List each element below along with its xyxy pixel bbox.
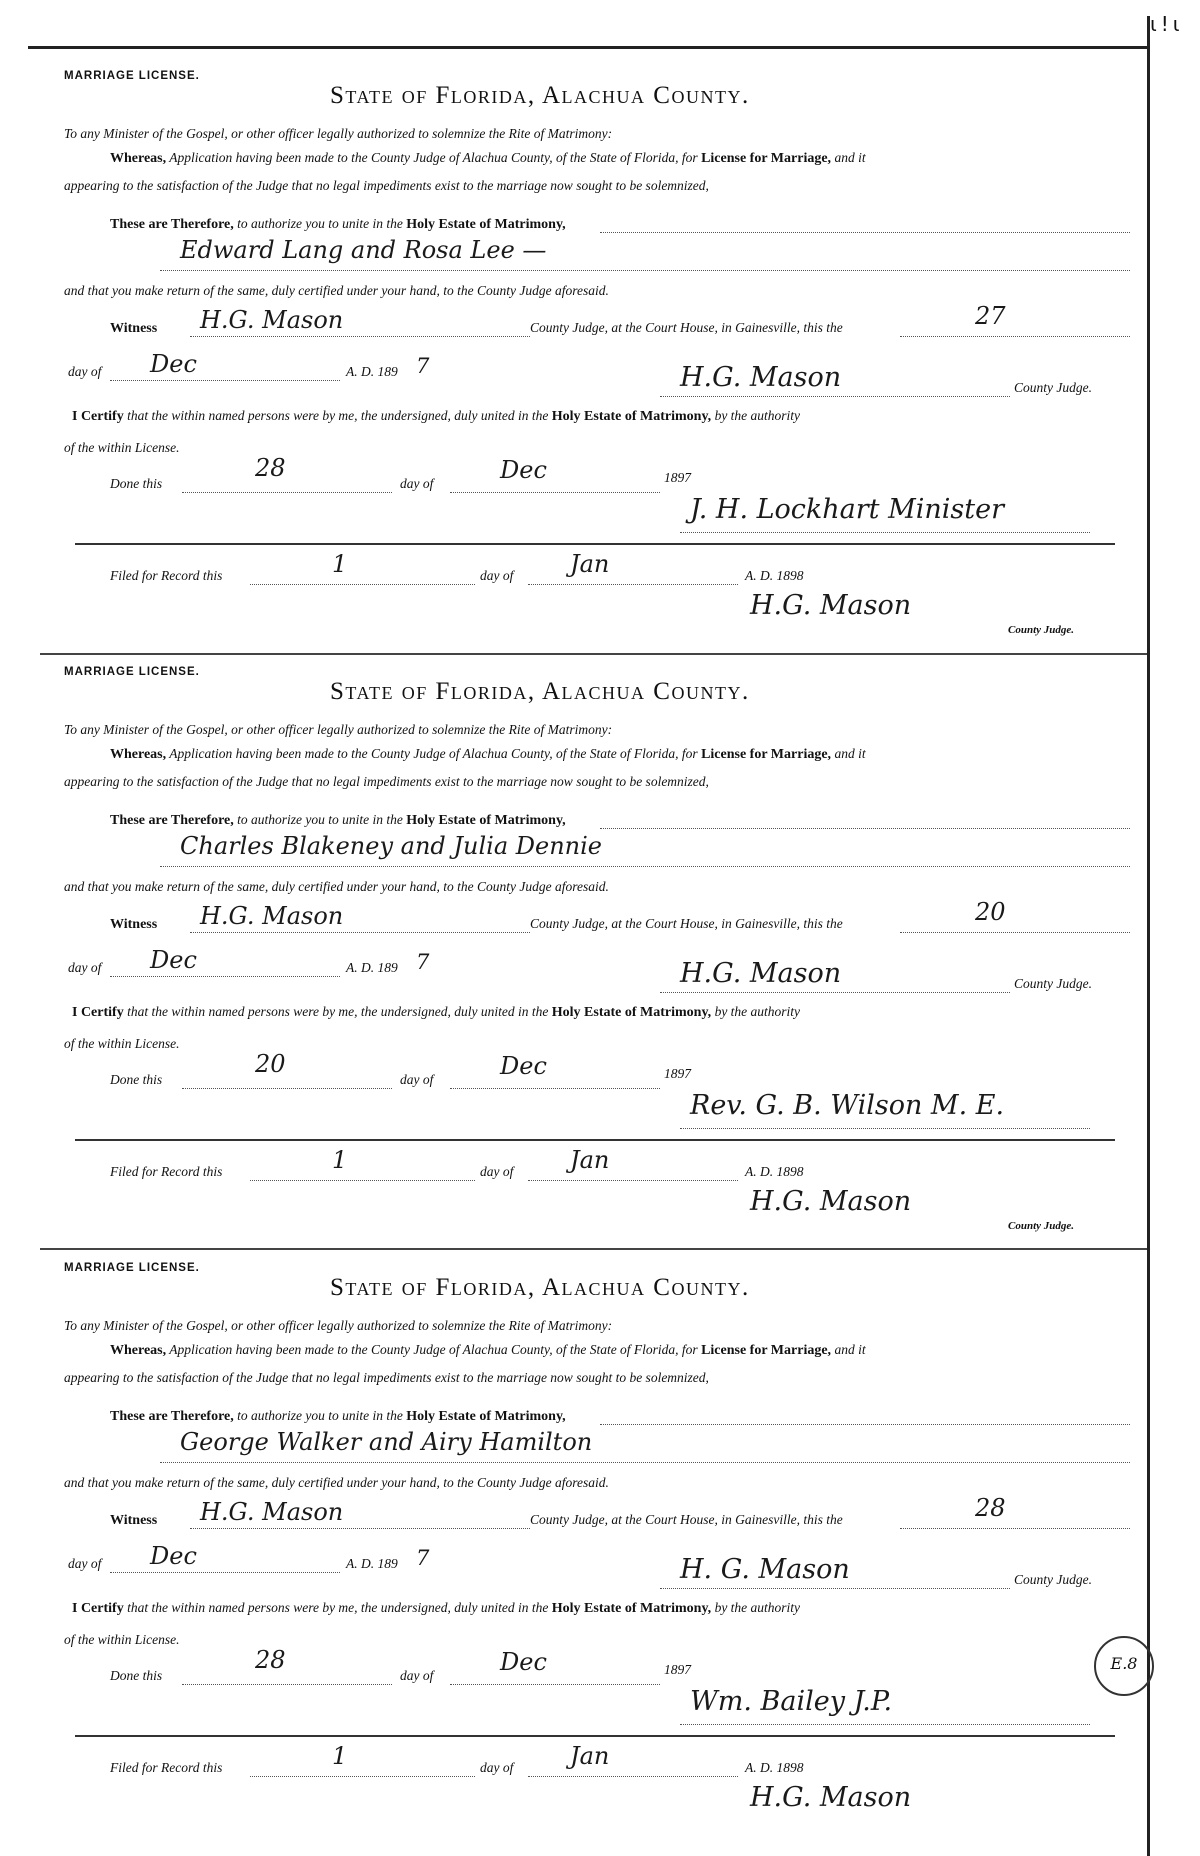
officiant-signature: J. H. Lockhart Minister (690, 494, 1004, 525)
dotted-line (450, 1088, 660, 1089)
dotted-line (182, 1088, 392, 1089)
license-phrase: License for Marriage, (701, 1343, 832, 1358)
done-year: 1897 (664, 470, 691, 485)
certify-word: I Certify (72, 409, 124, 424)
by-authority: by the authority (714, 408, 801, 423)
filed-day: 1 (332, 550, 348, 578)
filed-divider (75, 1139, 1115, 1141)
within-license: of the within License. (64, 1036, 180, 1051)
witness-word: Witness (110, 321, 158, 336)
issue-month: Dec (150, 946, 197, 974)
witness-word: Witness (110, 917, 158, 932)
done-this-label: Done this (110, 476, 163, 491)
dotted-line (110, 380, 340, 381)
license-heading: MARRIAGE LICENSE. (64, 70, 200, 82)
witness-word: Witness (110, 1513, 158, 1528)
day-of-label-3: day of (480, 568, 514, 583)
dotted-line (110, 1572, 340, 1573)
whereas-text: Application having been made to the County Judge of Alachua County, of the State of Florida, for (169, 150, 698, 165)
filed-signature: H.G. Mason (750, 1782, 912, 1813)
dotted-line (450, 492, 660, 493)
dotted-line (160, 270, 1130, 271)
county-judge-label: County Judge. (1014, 1572, 1092, 1587)
intro-text: To any Minister of the Gospel, or other officer legally authorized to solemnize the Rite of Matrimony: (64, 722, 613, 737)
day-of-label: day of (68, 1556, 102, 1571)
license-3 (0, 1192, 1200, 1813)
done-year: 1897 (664, 1066, 691, 1081)
authorize-text: to authorize you to unite in the (237, 1408, 403, 1423)
dotted-line (660, 992, 1010, 993)
filed-year: A. D. 1898 (745, 1760, 804, 1775)
whereas-text: Application having been made to the County Judge of Alachua County, of the State of Florida, for (169, 1342, 698, 1357)
dotted-line (250, 584, 475, 585)
whereas-word: Whereas, (110, 151, 167, 166)
filed-year: A. D. 1898 (745, 568, 804, 583)
holy-estate: Holy Estate of Matrimony, (406, 813, 566, 828)
issue-month: Dec (150, 1542, 197, 1570)
dotted-line (900, 932, 1130, 933)
return-text: and that you make return of the same, duly certified under your hand, to the County Judge aforesaid. (64, 283, 609, 298)
certify-text: that the within named persons were by me, the undersigned, duly united in the (127, 408, 549, 423)
county-judge-small: County Judge. (1008, 624, 1075, 636)
county-judge-small: County Judge. (1008, 1220, 1075, 1232)
witness-signature: H.G. Mason (200, 902, 344, 930)
judge-signature: H. G. Mason (680, 1554, 850, 1585)
witness-signature: H.G. Mason (200, 306, 344, 334)
dotted-line (900, 336, 1130, 337)
seal-stamp: E.8 (1094, 1636, 1154, 1696)
dotted-line (680, 1128, 1090, 1129)
license-phrase: License for Marriage, (701, 151, 832, 166)
issue-year-digit: 7 (416, 1546, 430, 1570)
license-phrase: License for Marriage, (701, 747, 832, 762)
done-this-label: Done this (110, 1072, 163, 1087)
holy-estate-2: Holy Estate of Matrimony, (551, 1005, 712, 1020)
dotted-line (190, 336, 530, 337)
dotted-line (660, 1588, 1010, 1589)
filed-label: Filed for Record this (110, 568, 223, 583)
dotted-line (528, 584, 738, 585)
certify-text: that the within named persons were by me, the undersigned, duly united in the (127, 1600, 549, 1615)
issue-day: 27 (975, 302, 1006, 330)
court-text: County Judge, at the Court House, in Gainesville, this the (530, 320, 843, 335)
dotted-line (660, 396, 1010, 397)
and-it: and it (834, 746, 866, 761)
filed-month: Jan (570, 1146, 610, 1174)
done-day: 28 (255, 454, 286, 482)
done-this-label: Done this (110, 1668, 163, 1683)
judge-signature: H.G. Mason (680, 958, 842, 989)
done-month: Dec (500, 456, 547, 484)
these-are-word: These are Therefore, (110, 217, 234, 232)
witness-signature: H.G. Mason (200, 1498, 344, 1526)
dotted-line (250, 1180, 475, 1181)
filed-signature: H.G. Mason (750, 590, 912, 621)
these-are-word: These are Therefore, (110, 813, 234, 828)
authorize-text: to authorize you to unite in the (237, 812, 403, 827)
couple-names: Charles Blakeney and Julia Dennie (180, 832, 603, 860)
ad-label: A. D. 189 (346, 364, 398, 379)
license-title: State of Florida, Alachua County. (330, 82, 750, 109)
certify-word: I Certify (72, 1005, 124, 1020)
whereas-text: Application having been made to the County Judge of Alachua County, of the State of Florida, for (169, 746, 698, 761)
holy-estate-2: Holy Estate of Matrimony, (551, 1601, 712, 1616)
issue-day: 20 (975, 898, 1006, 926)
by-authority: by the authority (714, 1004, 801, 1019)
filed-year: A. D. 1898 (745, 1164, 804, 1179)
day-of-label-2: day of (400, 476, 434, 491)
day-of-label-3: day of (480, 1164, 514, 1179)
authorize-text: to authorize you to unite in the (237, 216, 403, 231)
issue-day: 28 (975, 1494, 1006, 1522)
dotted-line (160, 866, 1130, 867)
county-judge-label: County Judge. (1014, 380, 1092, 395)
dotted-line (528, 1180, 738, 1181)
filed-divider (75, 543, 1115, 545)
and-it: and it (834, 1342, 866, 1357)
done-year: 1897 (664, 1662, 691, 1677)
appearing-text: appearing to the satisfaction of the Judge that no legal impediments exist to the marriage now sought to be solemnized, (64, 774, 709, 789)
done-month: Dec (500, 1052, 547, 1080)
certify-word: I Certify (72, 1601, 124, 1616)
license-2 (0, 596, 1200, 1232)
judge-signature: H.G. Mason (680, 362, 842, 393)
dotted-line (680, 1724, 1090, 1725)
dotted-line (182, 1684, 392, 1685)
appearing-text: appearing to the satisfaction of the Judge that no legal impediments exist to the marriage now sought to be solemnized, (64, 178, 709, 193)
holy-estate: Holy Estate of Matrimony, (406, 217, 566, 232)
dotted-line (160, 1462, 1130, 1463)
return-text: and that you make return of the same, duly certified under your hand, to the County Judge aforesaid. (64, 879, 609, 894)
filed-day: 1 (332, 1742, 348, 1770)
these-are-word: These are Therefore, (110, 1409, 234, 1424)
certify-text: that the within named persons were by me, the undersigned, duly united in the (127, 1004, 549, 1019)
done-day: 28 (255, 1646, 286, 1674)
dotted-line (680, 532, 1090, 533)
day-of-label: day of (68, 364, 102, 379)
dotted-line (450, 1684, 660, 1685)
license-title: State of Florida, Alachua County. (330, 678, 750, 705)
within-license: of the within License. (64, 1632, 180, 1647)
dotted-line (190, 932, 530, 933)
couple-names: George Walker and Airy Hamilton (180, 1428, 593, 1456)
license-title: State of Florida, Alachua County. (330, 1274, 750, 1301)
couple-names: Edward Lang and Rosa Lee — (180, 236, 547, 264)
day-of-label-2: day of (400, 1072, 434, 1087)
corner-mark: ɩ ! ɩ (1150, 12, 1180, 36)
dotted-line (110, 976, 340, 977)
filed-divider (75, 1735, 1115, 1737)
by-authority: by the authority (714, 1600, 801, 1615)
done-day: 20 (255, 1050, 286, 1078)
dotted-line (250, 1776, 475, 1777)
dotted-line (528, 1776, 738, 1777)
dotted-line (600, 828, 1130, 829)
done-month: Dec (500, 1648, 547, 1676)
day-of-label: day of (68, 960, 102, 975)
holy-estate: Holy Estate of Matrimony, (406, 1409, 566, 1424)
appearing-text: appearing to the satisfaction of the Judge that no legal impediments exist to the marriage now sought to be solemnized, (64, 1370, 709, 1385)
intro-text: To any Minister of the Gospel, or other officer legally authorized to solemnize the Rite of Matrimony: (64, 1318, 613, 1333)
within-license: of the within License. (64, 440, 180, 455)
ad-label: A. D. 189 (346, 960, 398, 975)
dotted-line (600, 232, 1130, 233)
whereas-word: Whereas, (110, 1343, 167, 1358)
filed-month: Jan (570, 1742, 610, 1770)
ad-label: A. D. 189 (346, 1556, 398, 1571)
court-text: County Judge, at the Court House, in Gainesville, this the (530, 916, 843, 931)
county-judge-label: County Judge. (1014, 976, 1092, 991)
court-text: County Judge, at the Court House, in Gainesville, this the (530, 1512, 843, 1527)
issue-year-digit: 7 (416, 950, 430, 974)
officiant-signature: Rev. G. B. Wilson M. E. (690, 1090, 1005, 1121)
dotted-line (182, 492, 392, 493)
officiant-signature: Wm. Bailey J.P. (690, 1686, 893, 1717)
dotted-line (600, 1424, 1130, 1425)
dotted-line (900, 1528, 1130, 1529)
issue-year-digit: 7 (416, 354, 430, 378)
license-heading: MARRIAGE LICENSE. (64, 1262, 200, 1274)
intro-text: To any Minister of the Gospel, or other officer legally authorized to solemnize the Rite of Matrimony: (64, 126, 613, 141)
filed-label: Filed for Record this (110, 1164, 223, 1179)
filed-day: 1 (332, 1146, 348, 1174)
whereas-word: Whereas, (110, 747, 167, 762)
license-heading: MARRIAGE LICENSE. (64, 666, 200, 678)
license-1 (0, 0, 1200, 636)
return-text: and that you make return of the same, duly certified under your hand, to the County Judge aforesaid. (64, 1475, 609, 1490)
day-of-label-2: day of (400, 1668, 434, 1683)
dotted-line (190, 1528, 530, 1529)
holy-estate-2: Holy Estate of Matrimony, (551, 409, 712, 424)
filed-signature: H.G. Mason (750, 1186, 912, 1217)
and-it: and it (834, 150, 866, 165)
filed-month: Jan (570, 550, 610, 578)
issue-month: Dec (150, 350, 197, 378)
day-of-label-3: day of (480, 1760, 514, 1775)
filed-label: Filed for Record this (110, 1760, 223, 1775)
